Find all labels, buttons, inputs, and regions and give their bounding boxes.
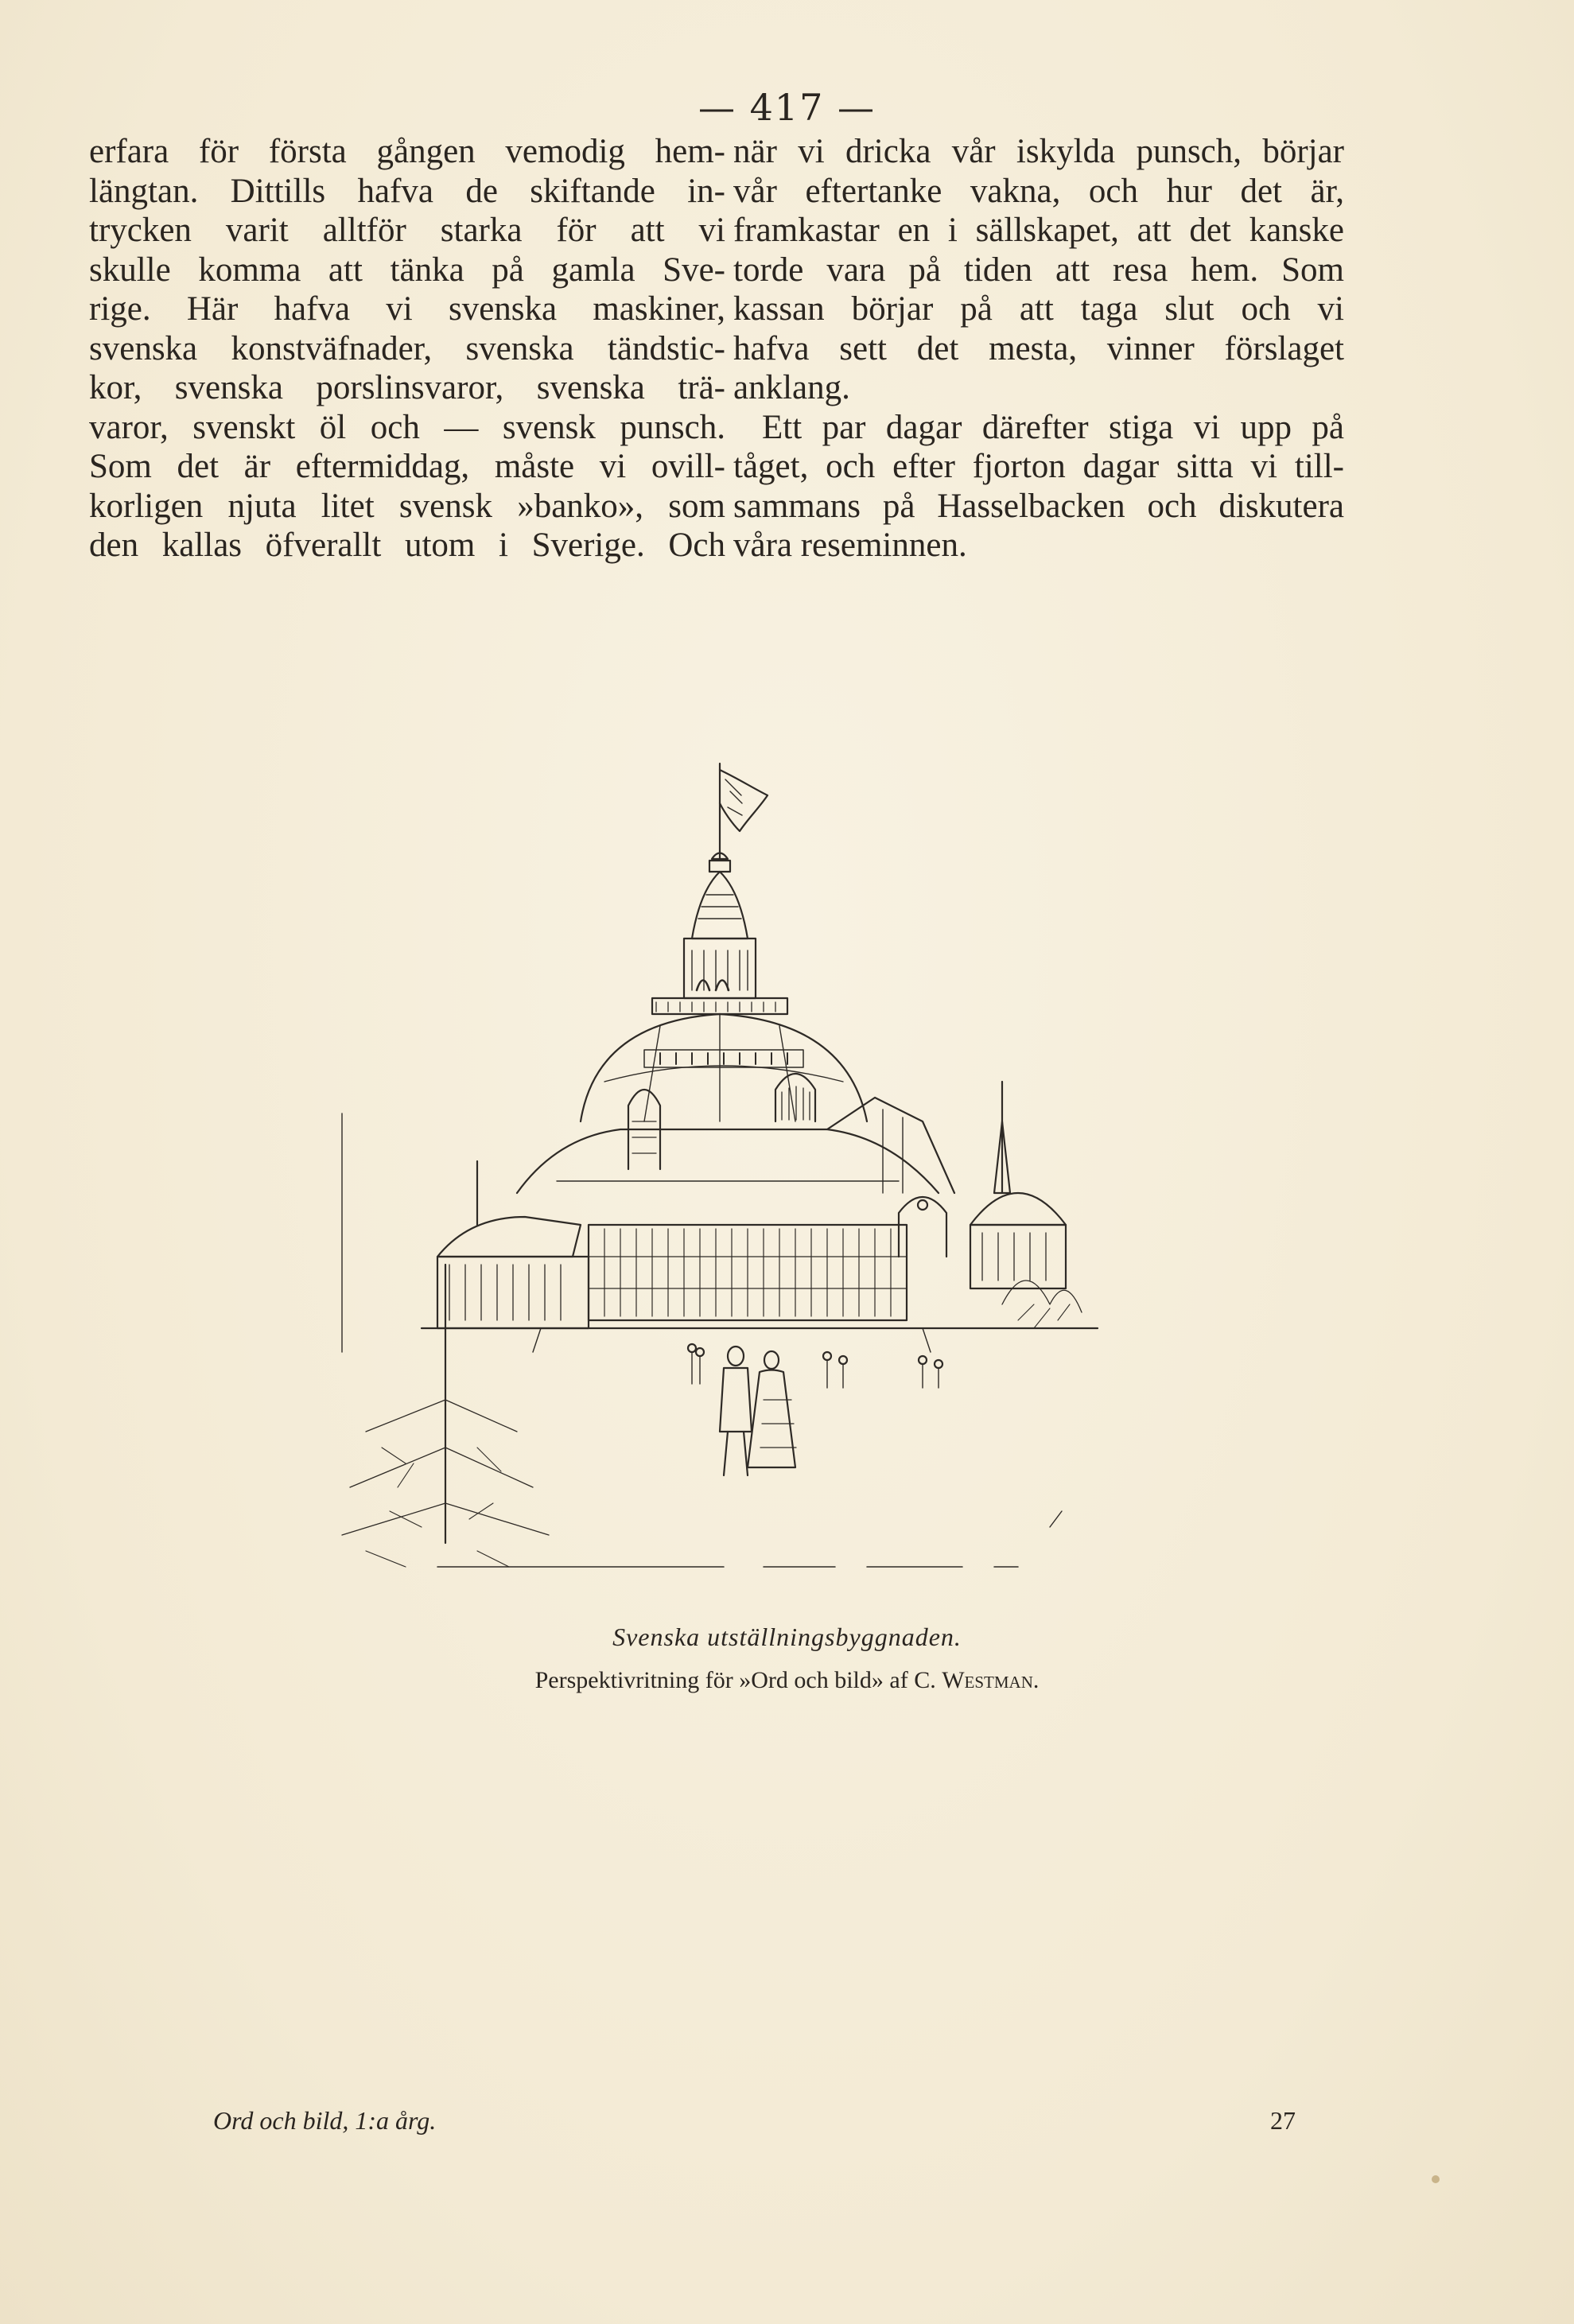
text-line: sammans på Hasselbacken och diskutera (733, 487, 1344, 525)
text-line: skulle komma att tänka på gamla Sve- (89, 251, 725, 289)
text-line: Som det är eftermiddag, måste vi ovill- (89, 448, 725, 485)
text-line: rige. Här hafva vi svenska maskiner, (89, 290, 725, 328)
text-line: varor, svenskt öl och — svensk punsch. (89, 408, 725, 446)
text-line: korligen njuta litet svensk »banko», som (89, 487, 725, 525)
text-line: tåget, och efter fjorton dagar sitta vi till- (733, 448, 1344, 485)
credit-name: Westman. (942, 1667, 1040, 1693)
text-line: framkastar en i sällskapet, att det kanske (733, 212, 1344, 249)
text-line: vår eftertanke vakna, och hur det är, (733, 172, 1344, 210)
text-line: anklang. (733, 369, 850, 406)
text-line: våra reseminnen. (733, 527, 967, 564)
illustration-credit (0, 1667, 1574, 1694)
text-line: kassan börjar på att taga slut och vi (733, 290, 1344, 328)
left-column (89, 132, 725, 565)
text-line: när vi dricka vår iskylda punsch, börjar (733, 133, 1344, 170)
illustration-title: Svenska utställningsbyggnaden. (612, 1623, 962, 1651)
text-line: Ett par dagar därefter stiga vi upp på (762, 408, 1344, 446)
text-line: kor, svenska porslinsvaror, svenska trä- (89, 369, 725, 406)
credit-prefix: Perspektivritning för »Ord och bild» af C. (534, 1667, 942, 1693)
text-line: den kallas öfverallt utom i Sverige. Och (89, 527, 725, 564)
footer-signature: 27 (1270, 2106, 1296, 2135)
right-column (733, 132, 1344, 565)
text-line: trycken varit alltför starka för att vi (89, 212, 725, 249)
text-line: torde vara på tiden att resa hem. Som (733, 251, 1344, 289)
page-number: — 417 — (698, 86, 876, 129)
text-line: erfara för första gången vemodig hem- (89, 133, 725, 170)
text-line: svenska konstväfnader, svenska tändstic- (89, 329, 725, 367)
footer-journal: Ord och bild, 1:a årg. (213, 2106, 437, 2135)
text-line: hafva sett det mesta, vinner förslaget (733, 329, 1344, 367)
paper-speck (1432, 2175, 1440, 2183)
building-illustration (318, 748, 1137, 1615)
text-line: längtan. Dittills hafva de skiftande in- (89, 172, 725, 210)
